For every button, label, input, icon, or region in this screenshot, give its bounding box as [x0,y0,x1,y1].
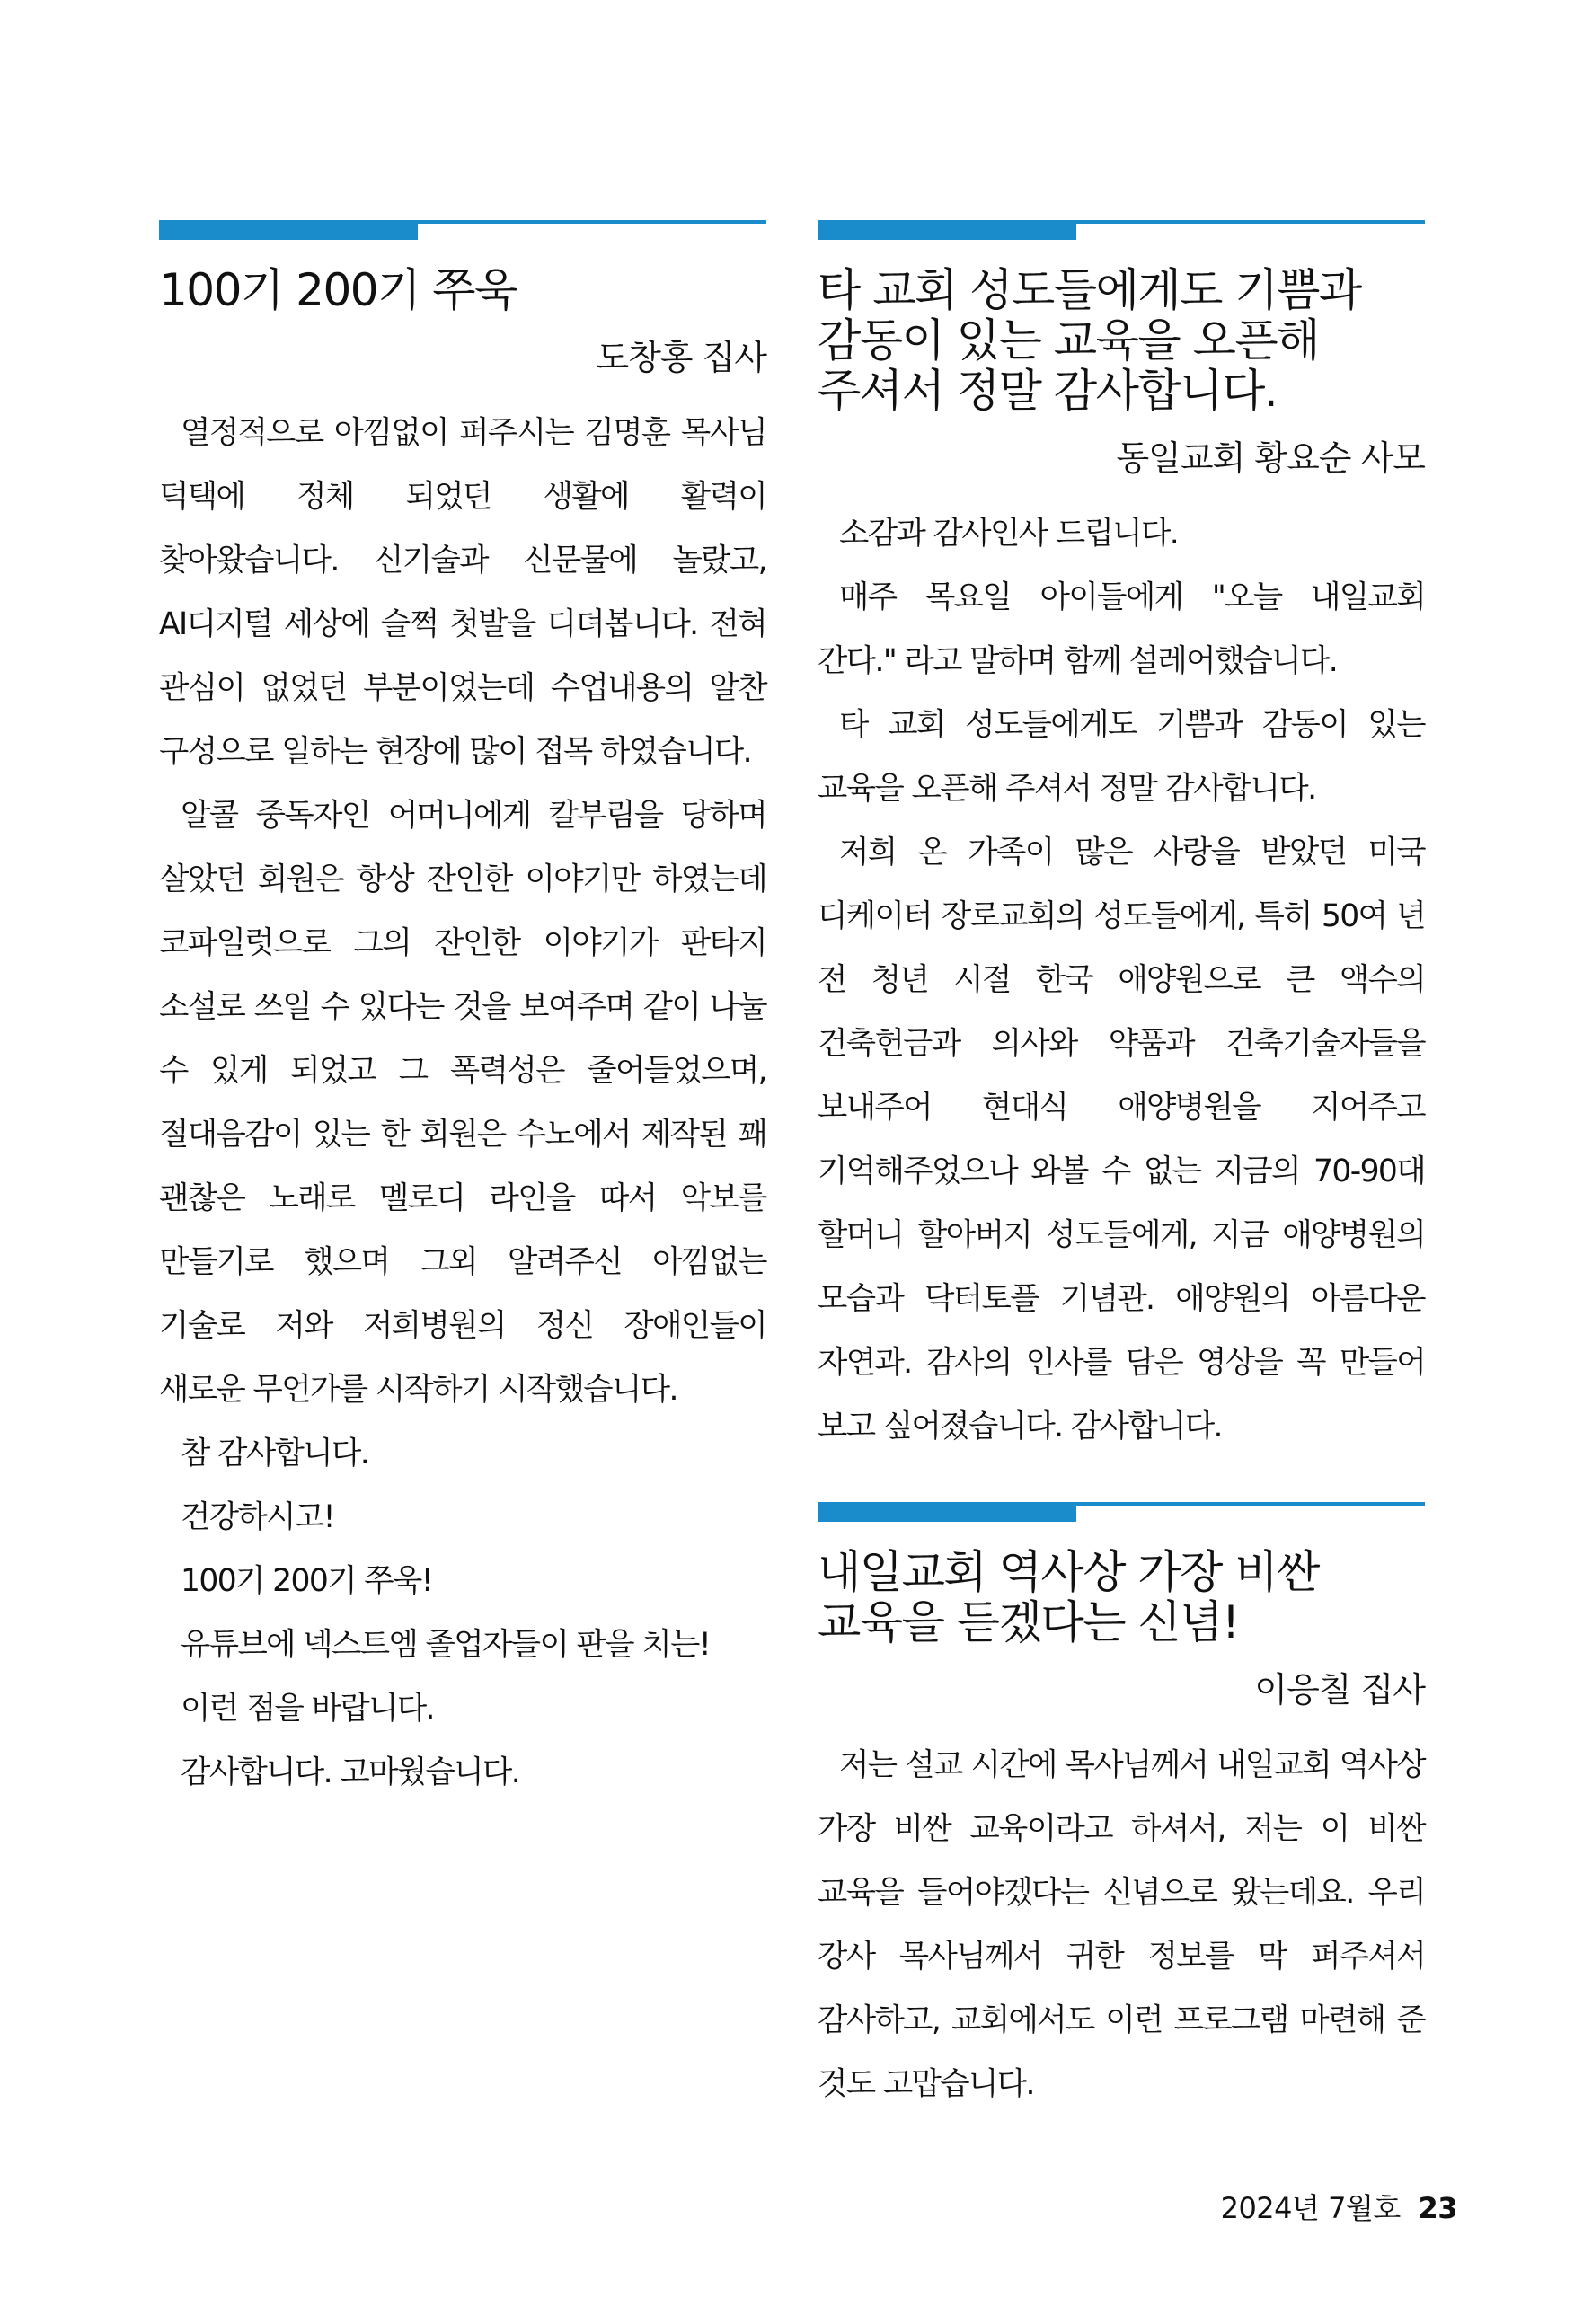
article-title [818,1547,1425,1648]
section-rule [159,220,766,240]
section-rule [818,220,1425,240]
title-line: 내일교회 역사상 가장 비싼 [818,1546,1319,1598]
rule-accent-bar [818,220,1076,240]
article-body [159,402,766,1805]
title-line: 감동이 있는 교육을 오픈해 [818,314,1319,367]
title-line: 교육을 듣겠다는 신념! [818,1596,1239,1648]
page-footer [1221,2186,1457,2227]
title-line: 타 교회 성도들에게도 기쁨과 [818,264,1361,316]
article-title [818,265,1425,416]
section-rule [818,1502,1425,1522]
paragraph: 저는 설교 시간에 목사님께서 내일교회 역사상 가장 비싼 교육이라고 하셔서, 저는 이 비싼 교육을 들어야겠다는 신념으로 왔는데요. 우리 강사 목사님께서 귀한 정보를 막 퍼주셔서 감사하고, 교회에서도 이런 프로그램 마련해 준 것도 고맙습니다. [818,1747,1425,2102]
paragraph: 100기 200기 쭈욱! [181,1563,432,1599]
article-author: 동일교회 황요순 사모 [1116,438,1425,478]
article-100-200 [159,220,766,1805]
article-author: 도창홍 집사 [596,338,766,377]
paragraph: 참 감사합니다. [181,1436,369,1471]
article-thanks-other-church [818,220,1425,1459]
title-line: 주셔서 정말 감사합니다. [818,365,1278,417]
article-title [159,265,766,315]
paragraph: 열정적으로 아낌없이 퍼주시는 김명훈 목사님 덕택에 정체 되었던 생활에 활력이 찾아왔습니다. 신기술과 신문물에 놀랐고, AI디지털 세상에 슬쩍 첫발을 디뎌봅니다. 전혀 관심이 없었던 부분이었는데 수업내용의 알찬 구성으로 일하는 현장에 많이 접목 하였습니다. [159,415,766,770]
issue-label: 2024년 7월호 [1220,2191,1401,2225]
paragraph: 감사합니다. 고마웠습니다. [181,1754,520,1790]
article-most-expensive-education [818,1502,1425,2116]
paragraph: 알콜 중독자인 어머니에게 칼부림을 당하며 살았던 회원은 항상 잔인한 이야기만 하였는데 코파일럿으로 그의 잔인한 이야기가 판타지 소설로 쓰일 수 있다는 것을 보여주며 같이 나눌 수 있게 되었고 그 폭력성은 줄어들었으며, 절대음감이 있는 한 회원은 수노에서 제작된 꽤 괜찮은 노래로 멜로디 라인을 따서 악보를 만들기로 했으며 그외 알려주신 아낌없는 기술로 저와 저희병원의 정신 장애인들이 새로운 무언가를 시작하기 시작했습니다. [159,798,766,1408]
page-number: 23 [1418,2191,1457,2225]
paragraph: 매주 목요일 아이들에게 "오늘 내일교회 간다." 라고 말하며 함께 설레어했습니다. [818,579,1425,679]
rule-accent-bar [159,220,418,240]
article-body [818,502,1425,1459]
paragraph: 유튜브에 넥스트엠 졸업자들이 판을 치는! [181,1627,711,1663]
paragraph: 타 교회 성도들에게도 기쁨과 감동이 있는 교육을 오픈해 주셔서 정말 감사합니다. [818,707,1425,807]
paragraph: 소감과 감사인사 드립니다. [839,516,1179,552]
article-author: 이응칠 집사 [1254,1670,1425,1710]
paragraph: 저희 온 가족이 많은 사랑을 받았던 미국 디케이터 장로교회의 성도들에게, 특히 50여 년 전 청년 시절 한국 애양원으로 큰 액수의 건축헌금과 의사와 약품과 건축기술자들을 보내주어 현대식 애양병원을 지어주고 기억해주었으나 와볼 수 없는 지금의 70-90대 할머니 할아버지 성도들에게, 지금 애양병원의 모습과 닥터토플 기념관. 애양원의 아름다운 자연과. 감사의 인사를 담은 영상을 꼭 만들어 보고 싶어졌습니다. 감사합니다. [818,835,1425,1445]
article-body [818,1734,1425,2116]
title-line: 100기 200기 쭈욱 [159,264,517,316]
paragraph: 건강하시고! [181,1499,334,1535]
paragraph: 이런 점을 바랍니다. [181,1691,434,1727]
rule-accent-bar [818,1502,1076,1522]
